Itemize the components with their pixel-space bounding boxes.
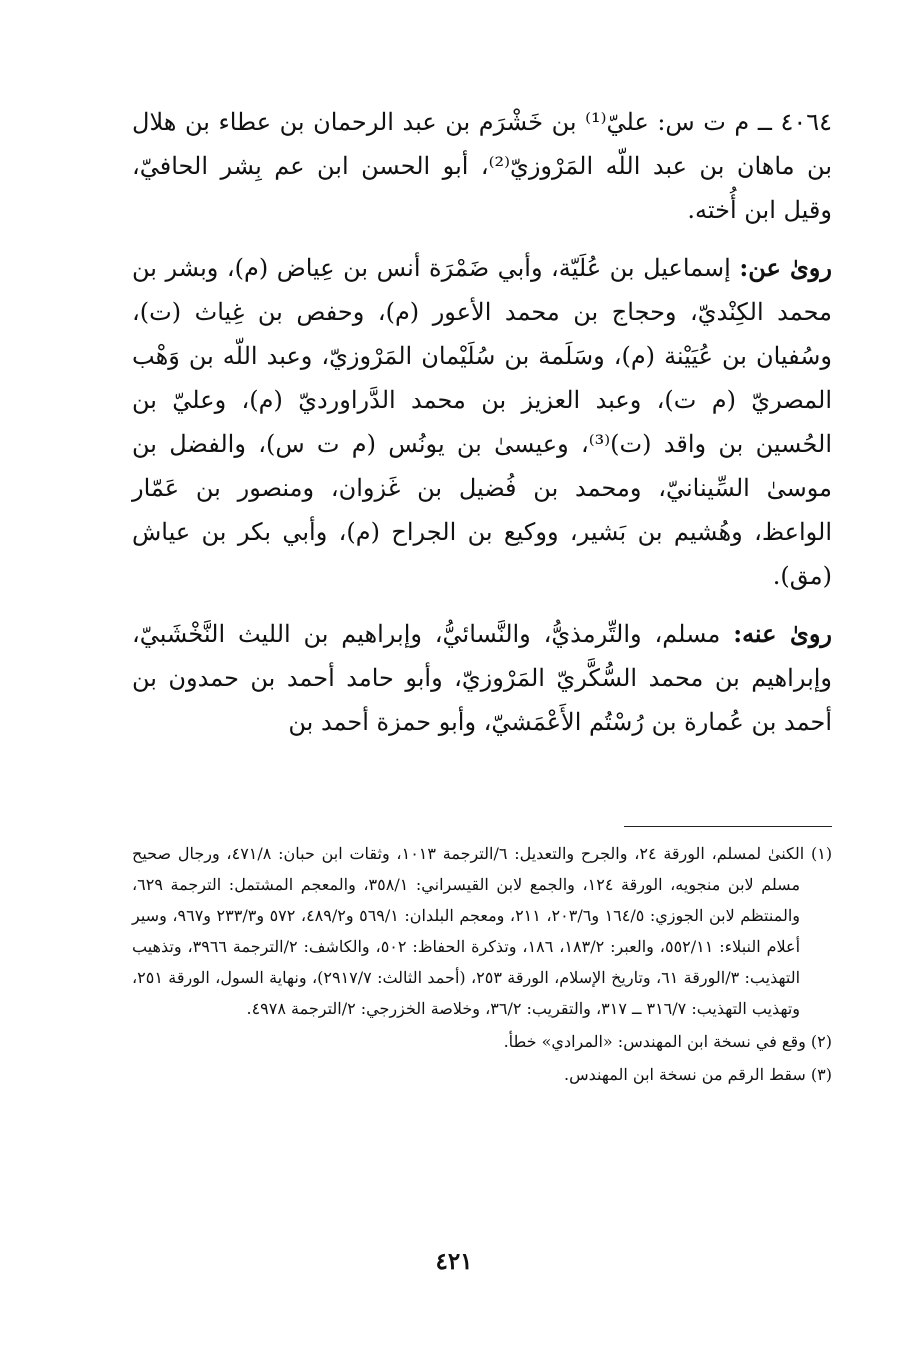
biography-entry xyxy=(132,100,832,744)
narrated-by-paragraph xyxy=(132,612,832,744)
footnote-1: (١) الكنىٰ لمسلم، الورقة ٢٤، والجرح والتعديل: ٦/الترجمة ١٠١٣، وثقات ابن حبان: ٤٧١/٨، ورجال صحيح مسلم لابن منجويه، الورقة ١٢٤، والجمع لابن القيسراني: ٣٥٨/١، والمعجم المشتمل: الترجمة ٦٢٩، والمنتظم لابن الجوزي: ١٦٤/٥ و٢٠٣/٦، ٢١١، ومعجم البلدان: ٥٦٩/١ و٤٨٩/٢، ٥٧٢ و٢٣٣/٣ و٩٦٧، وسير أعلام النبلاء: ٥٥٢/١١، والعبر: ١٨٣/٢، ١٨٦، وتذكرة الحفاظ: ٥٠٢، والكاشف: ٢/الترجمة ٣٩٦٦، وتذهيب التهذيب: ٣/الورقة ٦١، وتاريخ الإسلام، الورقة ٢٥٣، (أحمد الثالث: ٢٩١٧/٧)، ونهاية السول، الورقة ٢٥١، وتهذيب التهذيب: ٣١٦/٧ ــ ٣١٧، والتقريب: ٣٦/٢، وخلاصة الخزرجي: ٢/الترجمة ٤٩٧٨. xyxy=(132,844,833,1018)
footnote-3: (٣) سقط الرقم من نسخة ابن المهندس. xyxy=(564,1065,832,1084)
page-number: ٤٢١ xyxy=(435,1248,473,1275)
entry-header: ٤٠٦٤ ــ م ت س: عليّ⁽¹⁾ بن خَشْرَم بن عبد الرحمان بن عطاء بن هلال بن ماهان بن عبد اللّه المَرْوزيّ⁽²⁾، أبو الحسن ابن عم بِشر الحافيّ، وقيل ابن أُخته. xyxy=(132,108,833,224)
narrated-by-text: مسلم، والتِّرمذيُّ، والنَّسائيُّ، وإبراهيم بن الليث النَّخْشَبيّ، وإبراهيم بن محمد السُّكَّريّ المَرْوزيّ، وأبو حامد أحمد بن حمدون بن أحمد بن عُمارة بن رُسْتُم الأَعْمَشيّ، وأبو حمزة أحمد بن xyxy=(132,620,833,736)
footnotes xyxy=(132,838,832,1092)
footnote-divider xyxy=(624,826,832,827)
footnote-2: (٢) وقع في نسخة ابن المهندس: «المرادي» خطأ. xyxy=(503,1032,832,1051)
narrated-from-text: إسماعيل بن عُلَيّة، وأبي ضَمْرَة أنس بن عِياض (م)، وبشر بن محمد الكِنْديّ، وحجاج بن محمد الأعور (م)، وحفص بن غِياث (ت)، وسُفيان بن عُيَيْنة (م)، وسَلَمة بن سُلَيْمان المَرْوزيّ، وعبد اللّه بن وَهْب المصريّ (م ت)، وعبد العزيز بن محمد الدَّراورديّ (م)، وعليّ بن الحُسين بن واقد (ت)⁽³⁾، وعيسىٰ بن يونُس (م ت س)، والفضل بن موسىٰ السِّينانيّ، ومحمد بن فُضيل بن غَزوان، ومنصور بن عَمّار الواعظ، وهُشيم بن بَشير، ووكيع بن الجراح (م)، وأبي بكر بن عياش (مق). xyxy=(132,254,832,590)
narrated-from-label: روىٰ عن: xyxy=(739,253,832,282)
narrated-from-paragraph xyxy=(132,246,832,598)
narrated-by-label: روىٰ عنه: xyxy=(733,619,833,648)
